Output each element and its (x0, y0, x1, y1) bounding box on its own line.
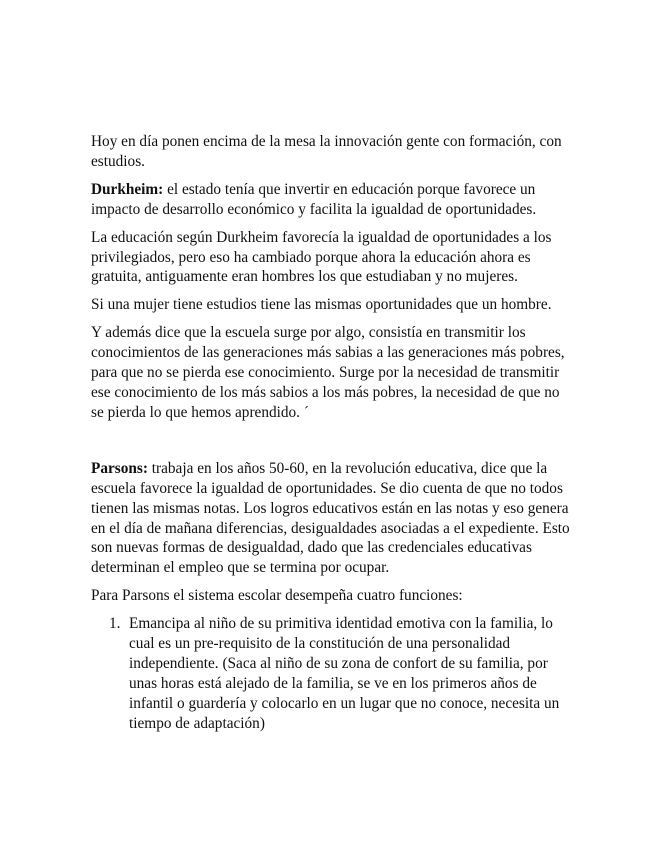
list-number: 1. (109, 615, 121, 633)
paragraph-school-purpose: Y además dice que la escuela surge por algo, consistía en transmitir los conocimientos de las generaciones más sabias a las generaciones más pobres, para que no se pierda ese conocimiento. Surge por la necesidad de transmitir ese conocimiento de los más sabios a los más pobres, la necesidad de que no se pierda lo que hemos aprendido. ´ (91, 324, 565, 421)
paragraph-durkheim-equality: La educación según Durkheim favorecía la igualdad de oportunidades a los privilegiados, pero eso ha cambiado porque ahora la educación ahora es gratuita, antiguamente eran hombres los que estudiaban y no mujeres. (91, 228, 552, 286)
list-item-text: Emancipa al niño de su primitiva identidad emotiva con la familia, lo cual es un pre-requisito de la constitución de una personalidad independiente. (Saca al niño de su zona de confort de su familia, por unas horas está alejado de la familia, se ve en los primeros años de infantil o guardería y colocarlo en un lugar que no conoce, necesita un tiempo de adaptación) (129, 615, 560, 732)
paragraph-parsons-functions: Para Parsons el sistema escolar desempeña cuatro funciones: (91, 587, 463, 605)
section-gap (91, 431, 571, 459)
paragraph-intro: Hoy en día ponen encima de la mesa la innovación gente con formación, con estudios. (91, 133, 562, 170)
document-page (91, 132, 571, 734)
functions-list (91, 614, 571, 733)
paragraph-durkheim: Durkheim: el estado tenía que invertir en educación porque favorece un impacto de desarrollo económico y facilita la igualdad de oportunidades. (91, 180, 537, 218)
paragraph-parsons: Parsons: trabaja en los años 50-60, en la revolución educativa, dice que la escuela favorece la igualdad de oportunidades. Se dio cuenta de que no todos tienen las mismas notas. Los logros educativos están en las notas y eso genera en el día de mañana diferencias, desigualdades asociadas a el expediente. Esto son nuevas formas de desigualdad, dado que las credenciales educativas determinan el empleo que se termina por ocupar. (91, 459, 570, 577)
paragraph-women-opportunity: Si una mujer tiene estudios tiene las mismas oportunidades que un hombre. (91, 296, 552, 314)
term-durkheim: Durkheim: (91, 180, 164, 198)
term-parsons: Parsons: (91, 459, 148, 477)
list-item (91, 614, 571, 733)
